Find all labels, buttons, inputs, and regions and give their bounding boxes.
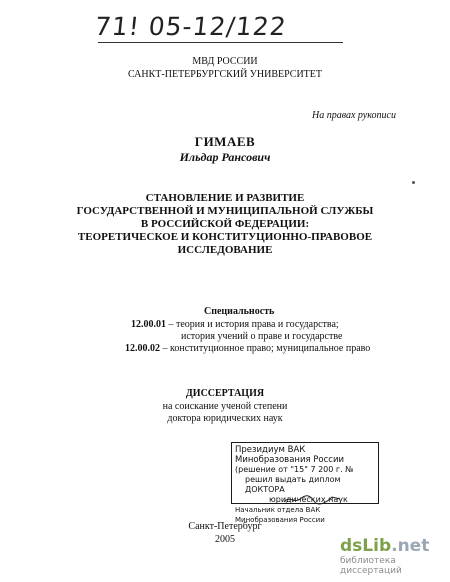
- rights-note: На правах рукописи: [312, 110, 396, 121]
- stamp-line: решил выдать диплом ДОКТОРА: [245, 475, 341, 494]
- specialty-text: история учений о праве и государстве: [181, 331, 343, 342]
- degree-line: доктора юридических наук: [167, 413, 283, 424]
- title-line: ИССЛЕДОВАНИЕ: [177, 244, 273, 256]
- university-name: САНКТ-ПЕТЕРБУРГСКИЙ УНИВЕРСИТЕТ: [128, 69, 322, 80]
- degree-description: [0, 401, 450, 425]
- degree-line: на соискание ученой степени: [162, 401, 288, 412]
- specialty-row: [131, 319, 370, 331]
- specialty-row: [125, 343, 370, 355]
- specialty-code: 12.00.01: [131, 319, 166, 330]
- stamp-line: Начальник отдела ВАК Минобразования России: [235, 506, 325, 524]
- signature-icon: [282, 493, 342, 505]
- handwritten-underline: [98, 42, 343, 43]
- scan-dot: [412, 181, 415, 184]
- watermark-subtitle: библиотека диссертаций: [340, 556, 402, 576]
- title-line: ГОСУДАРСТВЕННОЙ И МУНИЦИПАЛЬНОЙ СЛУЖБЫ: [76, 205, 374, 217]
- dissertation-title: [0, 192, 450, 257]
- city: Санкт-Петербург: [188, 521, 262, 532]
- specialty-text: – конституционное право; муниципальное право: [160, 343, 371, 354]
- year: 2005: [215, 534, 235, 545]
- title-line: СТАНОВЛЕНИЕ И РАЗВИТИЕ: [145, 192, 305, 204]
- title-line: ТЕОРЕТИЧЕСКОЕ И КОНСТИТУЦИОННО-ПРАВОВОЕ: [77, 231, 373, 243]
- specialty-heading: Специальность: [204, 306, 275, 317]
- specialty-code: 12.00.02: [125, 343, 160, 354]
- stamp-line: юридических наук: [269, 495, 348, 504]
- author-last-name: ГИМАЕВ: [194, 134, 256, 149]
- ministry-name: МВД РОССИИ: [192, 56, 258, 67]
- vak-stamp: [231, 442, 379, 524]
- author-first-names: Ильдар Рансович: [179, 150, 271, 164]
- specialty-text: – теория и история права и государства;: [166, 319, 339, 330]
- watermark-logo: dsLib.net: [340, 536, 430, 556]
- stamp-line: Президиум ВАК Минобразования России: [235, 445, 345, 465]
- dissertation-heading: ДИССЕРТАЦИЯ: [185, 388, 265, 399]
- stamp-line: (решение от "15" 7 200 г. №: [235, 465, 354, 474]
- specialty-row: [181, 331, 370, 343]
- title-line: В РОССИЙСКОЙ ФЕДЕРАЦИИ:: [140, 218, 310, 230]
- dslib-watermark: [340, 536, 450, 576]
- specialty-block: [125, 319, 371, 355]
- handwritten-number: 71! 05-12/122: [93, 12, 289, 41]
